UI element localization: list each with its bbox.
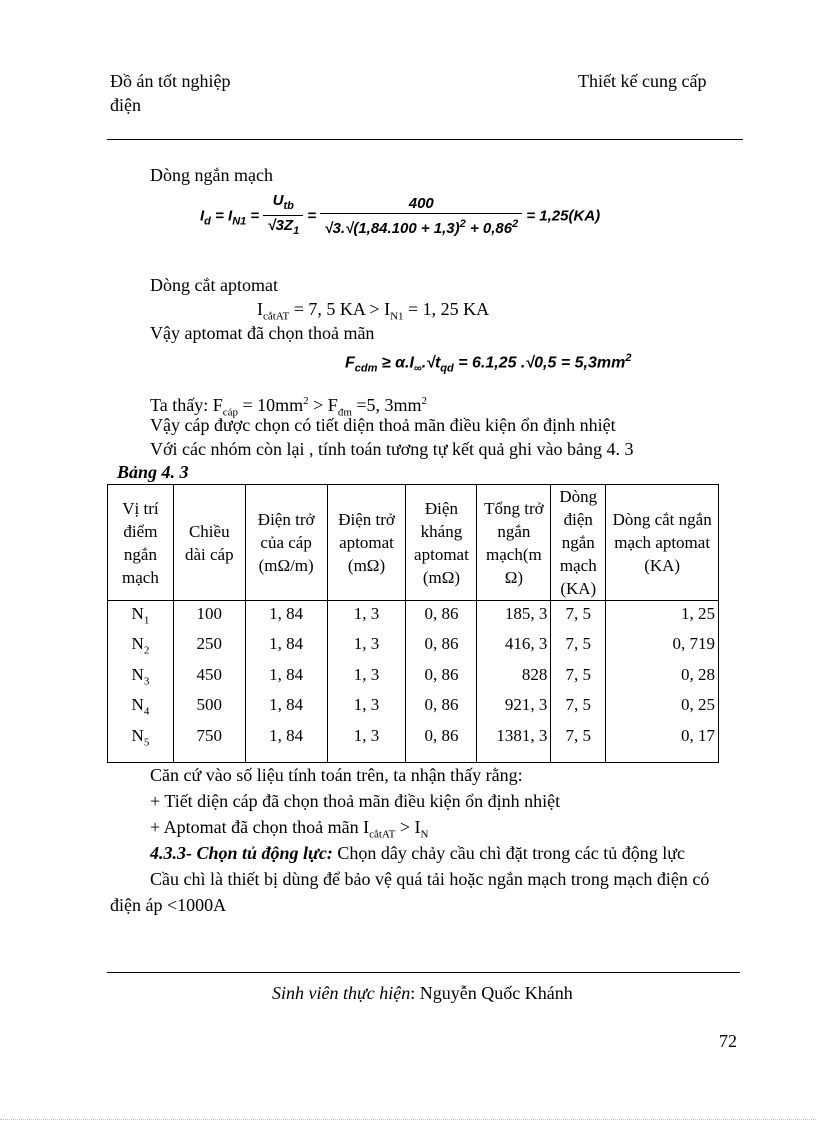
cell-aptomat-resistance: 1, 3 <box>327 724 406 763</box>
cell-breaking-current: 0, 719 <box>606 632 719 662</box>
table-header-row <box>108 485 719 601</box>
footer-label: Sinh viên thực hiện <box>272 983 411 1003</box>
cell-breaking-current: 1, 25 <box>606 601 719 633</box>
cell-impedance: 416, 3 <box>477 632 551 662</box>
text-cau-chi-2: điện áp <1000A <box>110 895 227 915</box>
fraction-ut-over-z: $\frac{U_{tb}}{√3Z_1}$ <box>263 192 303 241</box>
cell-length: 500 <box>173 693 245 723</box>
col-header-aptomat-reactance: Điện kháng aptomat (mΩ) <box>406 485 477 601</box>
cell-cable-resistance: 1, 84 <box>245 693 327 723</box>
cell-length: 750 <box>173 724 245 763</box>
col-header-impedance: Tổng trở ngắn mạch(m Ω) <box>477 485 551 601</box>
cell-cable-resistance: 1, 84 <box>245 632 327 662</box>
cell-point: $N_3$ <box>108 663 174 693</box>
cell-aptomat-resistance: 1, 3 <box>327 693 406 723</box>
table-row <box>108 724 719 763</box>
icat-comparison: $I_{cắtAT} = 7$, 5 KA > $I_{N1} = 1$, 25 KA <box>257 299 490 323</box>
page-bottom-dots <box>0 1119 816 1120</box>
cell-point: $N_2$ <box>108 632 174 662</box>
text-tiet-dien: + Tiết diện cáp đã chọn thoả mãn điều kiện ổn định nhiệt <box>150 791 561 811</box>
section-4-3-3 <box>150 842 685 864</box>
cell-short-circuit-current: 7, 5 <box>551 693 606 723</box>
cell-aptomat-reactance: 0, 86 <box>406 663 477 693</box>
footer-rule <box>107 972 740 973</box>
col-header-breaking-current: Dòng cắt ngắn mạch aptomat (KA) <box>606 485 719 601</box>
cell-short-circuit-current: 7, 5 <box>551 663 606 693</box>
cell-length: 450 <box>173 663 245 693</box>
cell-impedance: 185, 3 <box>477 601 551 633</box>
equation-id: $I_d = I_{N1}$ = $\frac{U_{tb}}{√3Z_1}$ = $\frac{400}{√3.√(1,84.100 + 1,3)^2 + 0,86^2}$ = 1,25(KA) <box>200 192 600 241</box>
cell-length: 100 <box>173 601 245 633</box>
cell-length: 250 <box>173 632 245 662</box>
cell-cable-resistance: 1, 84 <box>245 601 327 633</box>
text-ta-thay: Ta thấy: $F_{cáp} = 10mm^2 > F_{đm} =5$, $3mm^2$ <box>150 395 428 419</box>
cell-breaking-current: 0, 17 <box>606 724 719 763</box>
header-rule <box>107 139 743 140</box>
section-text: Chọn dây chảy cầu chì đặt trong các tủ động lực <box>332 843 685 863</box>
cell-aptomat-reactance: 0, 86 <box>406 632 477 662</box>
col-header-point: Vị trí điểm ngắn mạch <box>108 485 174 601</box>
table-caption: Bảng 4. 3 <box>117 462 189 482</box>
section-heading: 4.3.3- Chọn tủ động lực: <box>150 843 333 863</box>
text-can-cu: Căn cứ vào số liệu tính toán trên, ta nhận thấy rằng: <box>150 765 523 785</box>
cell-cable-resistance: 1, 84 <box>245 724 327 763</box>
footer-name: : Nguyễn Quốc Khánh <box>410 983 573 1003</box>
cell-breaking-current: 0, 28 <box>606 663 719 693</box>
table-row <box>108 663 719 693</box>
equation-fcdm: $F_{cdm} \ge \alpha.I_\infty.√t_{qd} = 6.1,25$ $.√0,5 = 5,3mm^2$ <box>345 352 632 375</box>
header-right: Thiết kế cung cấp <box>578 71 707 91</box>
text-aptomat-condition: + Aptomat đã chọn thoả mãn $I_{cắtAT} > I_N$ <box>150 817 429 841</box>
heading-dong-cat-aptomat: Dòng cắt aptomat <box>150 275 278 295</box>
results-table <box>107 484 719 763</box>
col-header-cable-resistance: Điện trở của cáp (mΩ/m) <box>245 485 327 601</box>
header-left: Đồ án tốt nghiệp <box>110 71 231 91</box>
cell-aptomat-resistance: 1, 3 <box>327 632 406 662</box>
cell-impedance: 828 <box>477 663 551 693</box>
text-cau-chi-1: Cầu chì là thiết bị dùng để bảo vệ quá tải hoặc ngắn mạch trong mạch điện có <box>150 869 710 889</box>
cell-aptomat-resistance: 1, 3 <box>327 601 406 633</box>
col-header-aptomat-resistance: Điện trở aptomat (mΩ) <box>327 485 406 601</box>
cell-impedance: 1381, 3 <box>477 724 551 763</box>
col-header-short-circuit-current: Dòng điện ngắn mạch (KA) <box>551 485 606 601</box>
cell-short-circuit-current: 7, 5 <box>551 601 606 633</box>
cell-point: $N_5$ <box>108 724 174 763</box>
cell-impedance: 921, 3 <box>477 693 551 723</box>
footer-author <box>272 982 573 1004</box>
cell-aptomat-reactance: 0, 86 <box>406 724 477 763</box>
cell-aptomat-reactance: 0, 86 <box>406 601 477 633</box>
cell-point: $N_4$ <box>108 693 174 723</box>
text-vay-cap: Vậy cáp được chọn có tiết diện thoả mãn điều kiện ổn định nhiệt <box>150 415 616 435</box>
heading-dong-ngan-mach: Dòng ngắn mạch <box>150 165 273 185</box>
header-left-wrap: điện <box>110 95 141 115</box>
fraction-400: $\frac{400}{√3.√(1,84.100 + 1,3)^2 + 0,86^2}$ <box>320 195 522 239</box>
cell-short-circuit-current: 7, 5 <box>551 724 606 763</box>
table-row <box>108 632 719 662</box>
col-header-length: Chiều dài cáp <box>173 485 245 601</box>
page-number: 72 <box>719 1031 737 1051</box>
cell-cable-resistance: 1, 84 <box>245 663 327 693</box>
table-row <box>108 693 719 723</box>
cell-aptomat-resistance: 1, 3 <box>327 663 406 693</box>
cell-point: $N_1$ <box>108 601 174 633</box>
text-voi-cac-nhom: Với các nhóm còn lại , tính toán tương tự kết quả ghi vào bảng 4. 3 <box>150 439 634 459</box>
cell-aptomat-reactance: 0, 86 <box>406 693 477 723</box>
table-row <box>108 601 719 633</box>
cell-short-circuit-current: 7, 5 <box>551 632 606 662</box>
cell-breaking-current: 0, 25 <box>606 693 719 723</box>
text-vay-aptomat: Vậy aptomat đã chọn thoả mãn <box>150 323 375 343</box>
